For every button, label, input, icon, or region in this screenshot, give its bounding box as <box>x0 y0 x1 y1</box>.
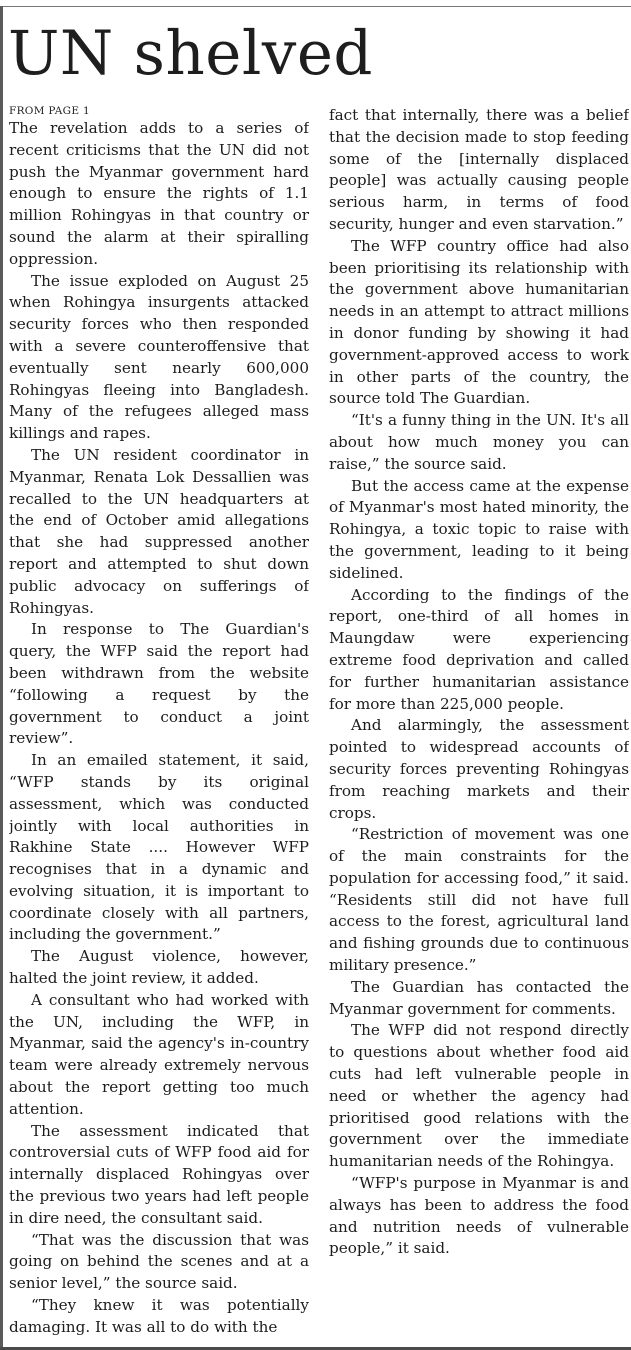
paragraph: The WFP country office had also been prioritising its relationship with the government above humanitarian needs in an attempt to attract millions in donor funding by showing it had government-approved access to work in other parts of the country, the source told The Guardian. <box>329 236 629 408</box>
paragraph: “They knew it was potentially damaging. It was all to do with the <box>9 1296 309 1336</box>
paragraph: “It's a funny thing in the UN. It's all about how much money you can raise,” the source said. <box>329 411 629 473</box>
paragraph: The UN resident coordinator in Myanmar, Renata Lok Dessallien was recalled to the UN headquarters at the end of October amid allegations that she had suppressed another report and attempted to shut down public advocacy on sufferings of Rohingyas. <box>9 445 309 617</box>
paragraph: In response to The Guardian's query, the WFP said the report had been withdrawn from the website “following a request by the government to conduct a joint review”. <box>9 620 309 748</box>
jump-label: FROM PAGE 1 <box>9 105 90 117</box>
paragraph: A consultant who had worked with the UN, including the WFP, in Myanmar, said the agency's in-country team were already extremely nervous about the report getting too much attention. <box>9 990 309 1118</box>
paragraph: “WFP's purpose in Myanmar is and always has been to address the food and nutrition needs of vulnerable people,” it said. <box>329 1174 629 1258</box>
headline: UN shelved <box>8 18 373 89</box>
left-border <box>0 6 3 1350</box>
paragraph: The August violence, however, halted the joint review, it added. <box>9 947 309 988</box>
paragraph: The revelation adds to a series of recent criticisms that the UN did not push the Myanmar government hard enough to ensure the rights of 1.1 million Rohingyas in that country or sound the alarm at their spiralling oppression. <box>9 119 309 268</box>
top-rule <box>0 6 631 7</box>
paragraph: fact that internally, there was a belief that the decision made to stop feeding some of the [internally displaced people] was actually causing people serious harm, in terms of food security, hunger and even starvation.” <box>329 106 629 233</box>
left-column <box>9 104 309 1350</box>
paragraph: The Guardian has contacted the Myanmar government for comments. <box>329 977 629 1018</box>
paragraph: The issue exploded on August 25 when Rohingya insurgents attacked security forces who then responded with a severe counteroffensive that eventually sent nearly 600,000 Rohingyas fleeing into Bangladesh. Many of the refugees alleged mass killings and rapes. <box>9 271 309 443</box>
paragraph: The WFP did not respond directly to questions about whether food aid cuts had left vulnerable people in need or whether the agency had prioritised good relations with the government over the immediate humanitarian needs of the Rohingya. <box>329 1021 629 1171</box>
paragraph: According to the findings of the report, one-third of all homes in Maungdaw were experiencing extreme food deprivation and called for further humanitarian assistance for more than 225,000 people. <box>329 585 629 713</box>
paragraph: But the access came at the expense of Myanmar's most hated minority, the Rohingya, a toxic topic to raise with the government, leading to it being sidelined. <box>329 476 629 582</box>
paragraph: And alarmingly, the assessment pointed to widespread accounts of security forces preventing Rohingyas from reaching markets and their crops. <box>329 716 629 822</box>
paragraph: The assessment indicated that controversial cuts of WFP food aid for internally displaced Rohingyas over the previous two years had left people in dire need, the consultant said. <box>9 1121 309 1227</box>
right-column <box>329 105 629 1350</box>
paragraph: “Restriction of movement was one of the main constraints for the population for accessing food,” it said. “Residents still did not have full access to the forest, agricultural land and fishing grounds due to continuous military presence.” <box>329 825 629 975</box>
paragraph: “That was the discussion that was going on behind the scenes and at a senior level,” the source said. <box>9 1230 309 1293</box>
paragraph: In an emailed statement, it said, “WFP stands by its original assessment, which was conducted jointly with local authorities in Rakhine State .... However WFP recognises that in a dynamic and evolving situation, it is important to coordinate closely with all partners, including the government.” <box>9 751 309 944</box>
